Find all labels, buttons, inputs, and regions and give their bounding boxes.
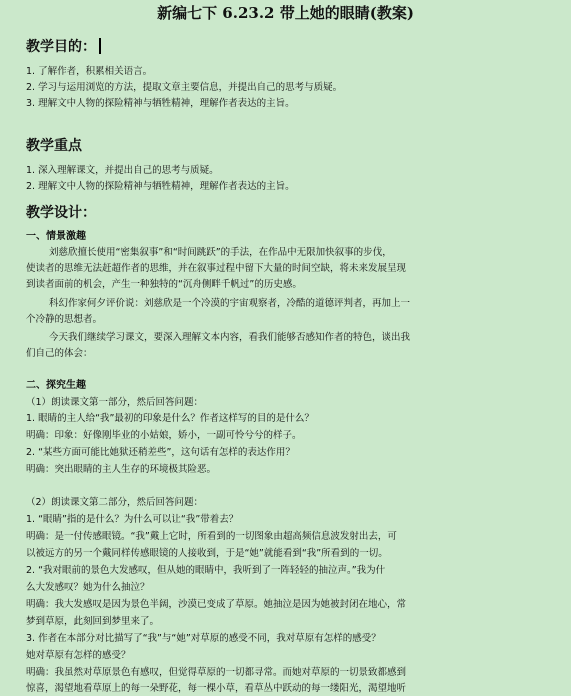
objective-item: 2. 学习与运用浏览的方法，提取文章主要信息，并提出自己的思考与质疑。	[26, 82, 343, 93]
text-cursor	[99, 38, 101, 54]
paragraph-line: 2. “我对眼前的景色大发感叹，但从她的眼睛中，我听到了一阵轻轻的抽泣声。”我为什	[26, 565, 386, 576]
paragraph-line: 1. 眼睛的主人给“我”最初的印象是什么？作者这样写的目的是什么？	[26, 413, 314, 424]
paragraph-line: 个冷静的思想者。	[26, 314, 103, 325]
paragraph-line: 2. “某些方面可能比她狱还稍差些”，这句话有怎样的表达作用？	[26, 447, 295, 458]
paragraph-line: 明确：是一付传感眼镜。“我”戴上它时，所看到的一切图象由超高频信息波发射出去，可	[26, 531, 397, 542]
paragraph-line: 3. 作者在本部分对比描写了“我”与“她”对草原的感受不同，我对草原有怎样的感受？	[26, 633, 381, 644]
paragraph-line: 1. “眼睛”指的是什么？为什么可以让“我”带着去？	[26, 514, 239, 525]
keypoint-item: 2. 理解文中人物的探险精神与牺牲精神，理解作者表达的主旨。	[26, 181, 295, 192]
section1-heading: 一、情景激趣	[26, 231, 86, 242]
paragraph-line: 她对草原有怎样的感受？	[26, 650, 131, 661]
paragraph-line: （1）朗读课文第一部分，然后回答问题：	[26, 397, 204, 408]
paragraph-line: 到读者面前的机会，产生一种独特的“沉舟侧畔千帆过”的历史感。	[26, 279, 302, 290]
objective-item: 1. 了解作者，积累相关语言。	[26, 66, 153, 77]
paragraph-line: 明确：我大发感叹是因为景色半阔，沙漠已变成了草原。她抽泣是因为她被封闭在地心，常	[26, 599, 407, 610]
paragraph-line: 明确：突出眼睛的主人生存的环境极其险恶。	[26, 464, 217, 475]
paragraph-line: 惊喜，渴望地看草原上的每一朵野花，每一棵小草，看草丛中跃动的每一缕阳光，渴望地听	[26, 683, 407, 694]
paragraph-line: 刘慈欣擅长使用“密集叙事”和“时间跳跃”的手法，在作品中无限加快叙事的步伐，	[49, 247, 392, 258]
keypoints-heading: 教学重点	[26, 138, 82, 154]
paragraph-line: 今天我们继续学习课文，要深入理解文本内容，看我们能够否感知作者的特色，谈出我	[49, 332, 411, 343]
objectives-heading	[26, 38, 101, 56]
objectives-heading-text: 教学目的：	[26, 39, 96, 55]
paragraph-line: 以被远方的另一个戴同样传感眼镜的人接收到，于是“她”就能看到“我”所看到的一切。	[26, 548, 388, 559]
paragraph-line: 们自己的体会：	[26, 348, 93, 359]
objective-item: 3. 理解文中人物的探险精神与牺牲精神，理解作者表达的主旨。	[26, 98, 295, 109]
paragraph-line: 明确：我虽然对草原景色有感叹，但觉得草原的一切都寻常。而她对草原的一切景致都感到	[26, 667, 407, 678]
paragraph-line: 么大发感叹？她为什么抽泣？	[26, 582, 150, 593]
paragraph-line: 使读者的思维无法赶超作者的思维，并在叙事过程中留下大量的时间空缺，将未来发展呈现	[26, 263, 407, 274]
design-heading: 教学设计：	[26, 205, 96, 221]
paragraph-line: 梦到草原，此刻回到梦里来了。	[26, 616, 160, 627]
paragraph-line: 明确：印象：好像刚毕业的小姑娘，娇小，一副可怜兮兮的样子。	[26, 430, 302, 441]
section2-heading: 二、探究生趣	[26, 380, 86, 391]
keypoint-item: 1. 深入理解课文，并提出自己的思考与质疑。	[26, 165, 219, 176]
paragraph-line: 科幻作家何夕评价说：刘慈欣是一个冷漠的宇宙观察者，冷酷的道德评判者，再加上一	[49, 298, 411, 309]
paragraph-line: （2）朗读课文第二部分，然后回答问题：	[26, 497, 204, 508]
document-title: 新编七下 6.23.2 带上她的眼睛(教案)	[157, 4, 414, 22]
